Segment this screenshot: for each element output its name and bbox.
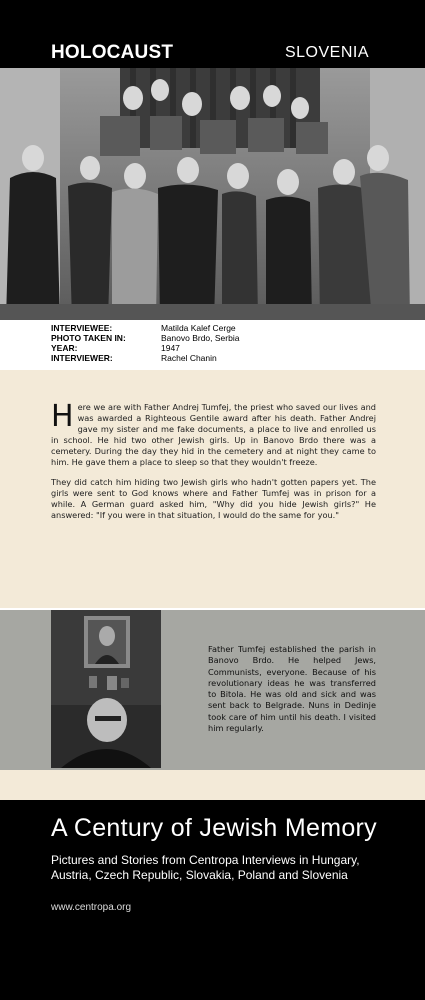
- info-label: INTERVIEWEE:: [51, 323, 113, 333]
- info-value: Rachel Chanin: [161, 353, 217, 363]
- footer-subtitle: Pictures and Stories from Centropa Interviews in Hungary, Austria, Czech Republic, Slovakia, Poland and Slovenia: [51, 853, 360, 882]
- page-title: HOLOCAUST: [51, 42, 174, 63]
- priest-photo-image: [51, 610, 161, 768]
- info-value: 1947: [161, 343, 180, 353]
- country-label: SLOVENIA: [284, 44, 369, 61]
- info-label: YEAR:: [51, 343, 78, 353]
- photo-caption: Father Tumfej established the parish in Banovo Brdo. He helped Jews, Communists, everyone. Because of his revolutionary ideas he was transferred to Bitola. He was old and sick and was sent back to Belgrade. Nuns in Dedinje took care of him until his death. I visited him regularly.: [208, 644, 376, 734]
- footer-url[interactable]: www.centropa.org: [51, 902, 132, 913]
- separator-strip: [0, 770, 425, 800]
- priest-photo: [51, 610, 161, 768]
- story-text: [51, 399, 376, 530]
- story-paragraph-text: ere we are with Father Andrej Tumfej, the priest who saved our lives and was awarded a Righteous Gentile award after his death. Father Andrej gave my sister and me fake documents, a place to live and enrolled us in school. He hid two other Jewish girls. Up in Banovo Brdo there was a cemetery. During the day they hid in the cemetery and at night they came to him. He gave them a place to sleep so that they wouldn't freeze.: [51, 402, 376, 467]
- info-label: PHOTO TAKEN IN:: [51, 333, 126, 343]
- story-paragraph: [51, 399, 376, 468]
- group-photo-image: [0, 68, 425, 320]
- info-value: Banovo Brdo, Serbia: [161, 333, 240, 343]
- info-label: INTERVIEWER:: [51, 353, 113, 363]
- drop-cap: H: [51, 399, 74, 434]
- footer-title: A Century of Jewish Memory: [51, 814, 377, 842]
- group-photo: [0, 68, 425, 320]
- header: [0, 0, 425, 68]
- story-section: [0, 370, 425, 608]
- photo-info: [0, 320, 425, 370]
- footer: [0, 800, 425, 1000]
- info-value: Matilda Kalef Cerge: [161, 323, 236, 333]
- story-paragraph: They did catch him hiding two Jewish girls who hadn't gotten papers yet. The girls were sent to God knows where and Father Tumfej was in prison for a while. A German guard asked him, "Why did you hide Jewish girls?" He answered: "If you were in that situation, I would do the same for you.": [51, 477, 376, 520]
